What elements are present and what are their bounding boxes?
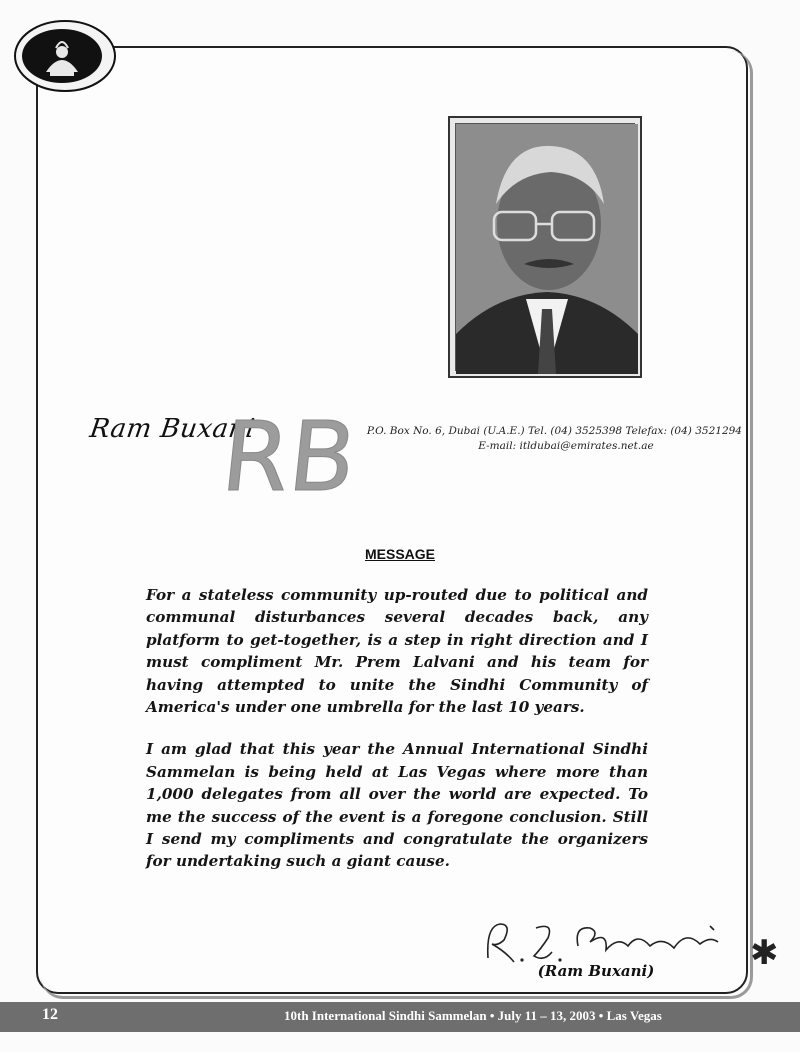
asterisk-icon: ✱ bbox=[750, 933, 779, 973]
svg-text:RB: RB bbox=[216, 401, 362, 513]
footer-text: 10th International Sindhi Sammelan • July 11 – 13, 2003 • Las Vegas bbox=[284, 1008, 662, 1023]
sammelan-logo-icon bbox=[12, 18, 118, 94]
message-heading: MESSAGE bbox=[364, 546, 435, 562]
portrait-photo bbox=[448, 116, 642, 378]
portrait-illustration bbox=[456, 124, 638, 374]
message-body bbox=[146, 584, 648, 893]
signer-name: (Ram Buxani) bbox=[537, 962, 655, 980]
letterhead-name: Ram Buxani bbox=[87, 414, 257, 444]
message-paragraph: I am glad that this year the Annual International Sindhi Sammelan is being held at Las Vegas where more than 1,000 delegates from all over the world are expected. To me the success of the event is a foregone conclusion. Still I send my compliments and congratulate the organizers for undertaking such a giant cause. bbox=[146, 740, 648, 871]
letterhead-email: E-mail: itldubai@emirates.net.ae bbox=[478, 440, 654, 452]
rb-monogram-icon bbox=[216, 388, 362, 513]
message-paragraph: For a stateless community up-routed due to political and communal disturbances several decades back, any platform to get-together, is a step in right direction and I must compliment Mr. Prem Lalvani and his team for having attempted to unite the Sindhi Community of America's under one umbrella for the last 10 years. bbox=[146, 586, 648, 717]
letterhead-contact bbox=[350, 424, 742, 454]
portrait-image bbox=[455, 123, 635, 371]
page-number: 12 bbox=[42, 1006, 58, 1023]
letterhead-address: P.O. Box No. 6, Dubai (U.A.E.) Tel. (04) 3525398 Telefax: (04) 3521294 bbox=[366, 425, 742, 437]
